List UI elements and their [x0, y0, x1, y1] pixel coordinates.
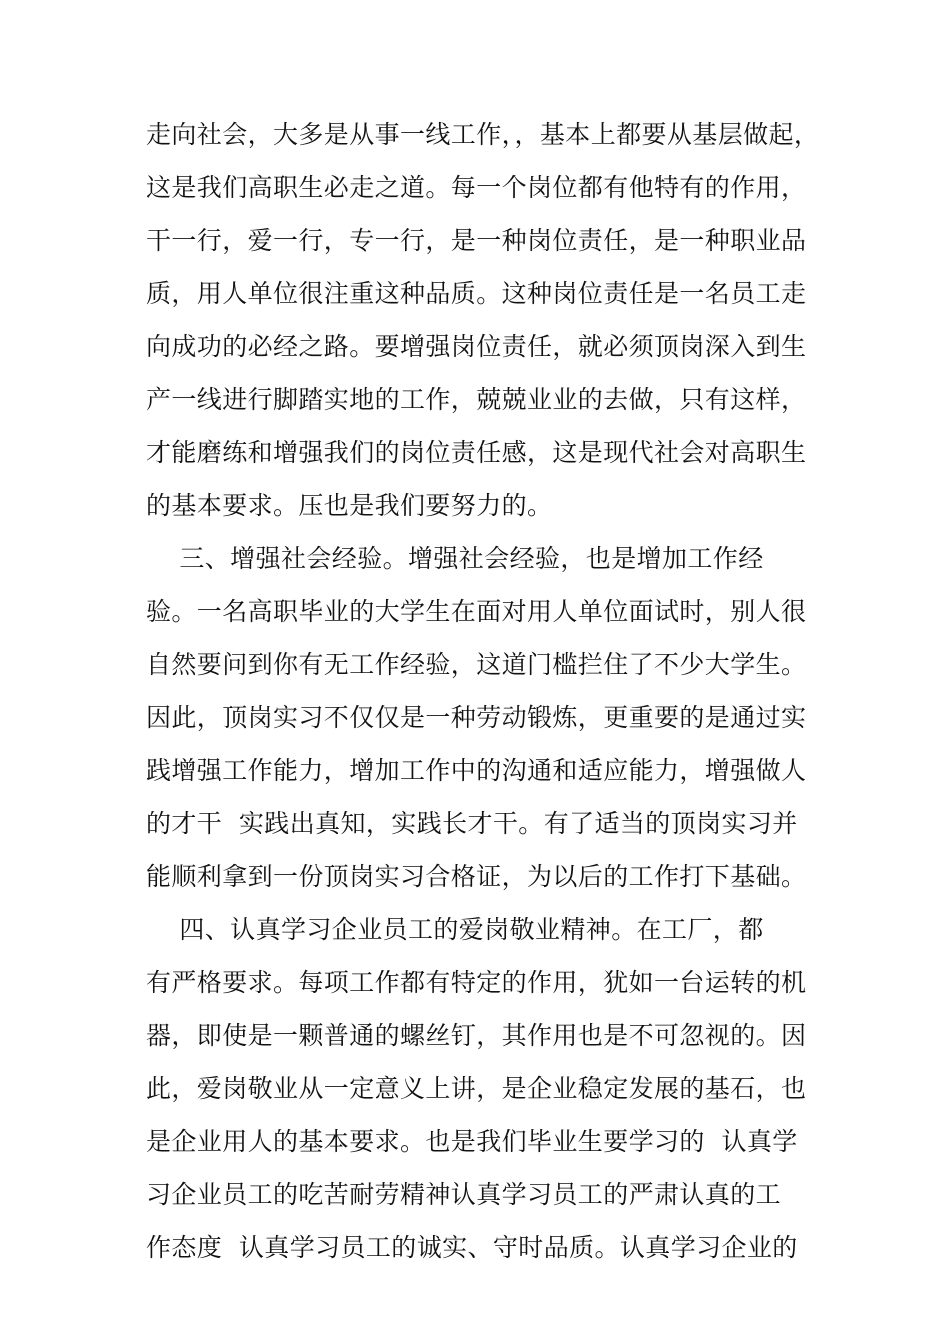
- text-line: 习企业员工的吃苦耐劳精神认真学习员工的严肃认真的工: [146, 1180, 782, 1209]
- text-line: 的基本要求。压也是我们要努力的。: [146, 491, 553, 520]
- text-line: 有严格要求。每项工作都有特定的作用，犹如一台运转的机: [146, 968, 807, 997]
- text-line: 是企业用人的基本要求。也是我们毕业生要学习的 认真学: [146, 1127, 798, 1156]
- text-line: 这是我们高职生必走之道。每一个岗位都有他特有的作用，: [146, 173, 807, 202]
- text-line: 干一行，爱一行，专一行，是一种岗位责任，是一种职业品: [146, 226, 807, 255]
- text-line: 作态度 认真学习员工的诚实、守时品质。认真学习企业的: [146, 1233, 798, 1262]
- text-line: 走向社会，大多是从事一线工作，，基本上都要从基层做起，: [146, 120, 820, 149]
- text-line: 践增强工作能力，增加工作中的沟通和适应能力，增强做人: [146, 756, 807, 785]
- text-line: 能顺利拿到一份顶岗实习合格证，为以后的工作打下基础。: [146, 862, 807, 891]
- section-heading-line: 三、增强社会经验。增强社会经验，也是增加工作经: [146, 544, 764, 573]
- text-line: 质，用人单位很注重这种品质。这种岗位责任是一名员工走: [146, 279, 807, 308]
- text-line: 向成功的必经之路。要增强岗位责任，就必须顶岗深入到生: [146, 332, 807, 361]
- text-line: 自然要问到你有无工作经验，这道门槛拦住了不少大学生。: [146, 650, 807, 679]
- text-line: 产一线进行脚踏实地的工作，兢兢业业的去做，只有这样，: [146, 385, 807, 414]
- text-line: 器，即使是一颗普通的螺丝钉，其作用也是不可忽视的。因: [146, 1021, 807, 1050]
- text-line: 因此，顶岗实习不仅仅是一种劳动锻炼，更重要的是通过实: [146, 703, 807, 732]
- body-text: [146, 108, 826, 1274]
- section-heading-line: 四、认真学习企业员工的爱岗敬业精神。在工厂，都: [146, 915, 764, 944]
- text-line: 此，爱岗敬业从一定意义上讲，是企业稳定发展的基石，也: [146, 1074, 807, 1103]
- text-line: 验。一名高职毕业的大学生在面对用人单位面试时，别人很: [146, 597, 807, 626]
- text-line: 的才干 实践出真知，实践长才干。有了适当的顶岗实习并: [146, 809, 798, 838]
- text-line: 才能磨练和增强我们的岗位责任感，这是现代社会对高职生: [146, 438, 807, 467]
